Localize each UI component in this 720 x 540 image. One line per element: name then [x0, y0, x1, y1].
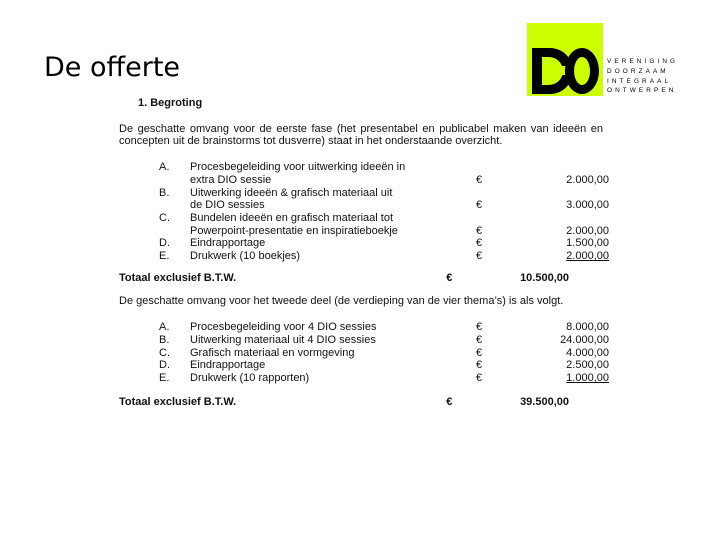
item-description: Bundelen ideeën en grafisch materiaal tot — [190, 211, 394, 224]
currency-symbol: € — [476, 199, 483, 212]
currency-symbol: € — [476, 359, 483, 372]
table-row — [159, 174, 609, 187]
item-description: Uitwerking ideeën & grafisch materiaal uit — [190, 186, 393, 199]
item-description: Drukwerk (10 boekjes) — [190, 250, 301, 263]
item-letter: B. — [159, 186, 170, 199]
currency-symbol: € — [476, 173, 483, 186]
item-amount: 24.000,00 — [560, 333, 609, 346]
table-row — [159, 212, 609, 225]
item-letter: D. — [159, 237, 170, 250]
table-row — [159, 250, 609, 263]
currency-symbol: € — [476, 333, 483, 346]
item-description: Uitwerking materiaal uit 4 DIO sessies — [190, 333, 376, 346]
item-letter: B. — [159, 333, 170, 346]
phase1-cost-table — [159, 161, 609, 263]
table-row — [159, 372, 609, 385]
item-amount: 2.000,00 — [566, 224, 609, 237]
total-label: Totaal exclusief B.T.W. — [119, 395, 237, 408]
item-letter: C. — [159, 346, 170, 359]
item-letter: C. — [159, 211, 170, 224]
logo-line: VERENIGING — [607, 58, 679, 65]
item-letter: A. — [159, 161, 170, 174]
item-letter: E. — [159, 371, 170, 384]
item-amount: 2.000,00 — [566, 250, 609, 263]
item-description: Grafisch materiaal en vormgeving — [190, 346, 355, 359]
item-description: Eindrapportage — [190, 237, 266, 250]
currency-symbol: € — [476, 250, 483, 263]
table-row — [159, 161, 609, 174]
currency-symbol: € — [476, 371, 483, 384]
item-description: Drukwerk (10 rapporten) — [190, 371, 310, 384]
total-amount: 10.500,00 — [520, 271, 569, 284]
table-row — [159, 225, 609, 238]
table-row — [159, 237, 609, 250]
total-label: Totaal exclusief B.T.W. — [119, 271, 237, 284]
table-row — [159, 321, 609, 334]
logo-do-mark — [528, 46, 602, 96]
currency-symbol: € — [476, 346, 483, 359]
item-description-cont: Powerpoint-presentatie en inspiratieboekje — [190, 224, 398, 237]
table-row — [159, 199, 609, 212]
phase2-cost-table — [159, 321, 609, 385]
item-amount: 8.000,00 — [566, 321, 609, 334]
document-page — [119, 97, 609, 408]
item-amount: 1.500,00 — [566, 237, 609, 250]
logo-wordmark — [607, 57, 678, 96]
item-description-cont: extra DIO sessie — [190, 173, 272, 186]
section-heading: 1. Begroting — [138, 97, 203, 109]
item-letter: E. — [159, 250, 170, 263]
item-amount: 2.500,00 — [566, 359, 609, 372]
table-row — [159, 347, 609, 360]
item-description: Procesbegeleiding voor uitwerking ideeën in — [190, 161, 406, 174]
currency-symbol: € — [476, 224, 483, 237]
currency-symbol: € — [446, 395, 453, 408]
logo-line: INTEGRAAL — [607, 77, 672, 85]
item-description: Procesbegeleiding voor 4 DIO sessies — [190, 321, 377, 334]
item-description-cont: de DIO sessies — [190, 199, 265, 212]
intro-paragraph-2: De geschatte omvang voor het tweede deel (de verdieping van de vier thema’s) is als volgt. — [119, 295, 564, 308]
currency-symbol: € — [446, 271, 453, 284]
table-row — [159, 359, 609, 372]
table-row — [159, 187, 609, 200]
phase2-total — [119, 396, 569, 409]
logo-line: ONTWERPEN — [607, 87, 677, 95]
phase1-total — [119, 272, 569, 285]
item-amount: 1.000,00 — [566, 371, 609, 384]
currency-symbol: € — [476, 237, 483, 250]
item-letter: D. — [159, 359, 170, 372]
item-amount: 2.000,00 — [566, 173, 609, 186]
item-description: Eindrapportage — [190, 359, 266, 372]
item-amount: 3.000,00 — [566, 199, 609, 212]
table-row — [159, 334, 609, 347]
item-letter: A. — [159, 321, 170, 334]
total-amount: 39.500,00 — [520, 395, 569, 408]
slide-title: De offerte — [44, 52, 181, 83]
intro-paragraph-1: De geschatte omvang voor de eerste fase (het presentabel en publicabel maken van ideeën en concepten uit de brainstorms tot dusverre) staat in het onderstaande overzicht. — [119, 122, 603, 148]
item-amount: 4.000,00 — [566, 346, 609, 359]
currency-symbol: € — [476, 321, 483, 334]
logo-line: DOORZAAM — [607, 67, 669, 75]
